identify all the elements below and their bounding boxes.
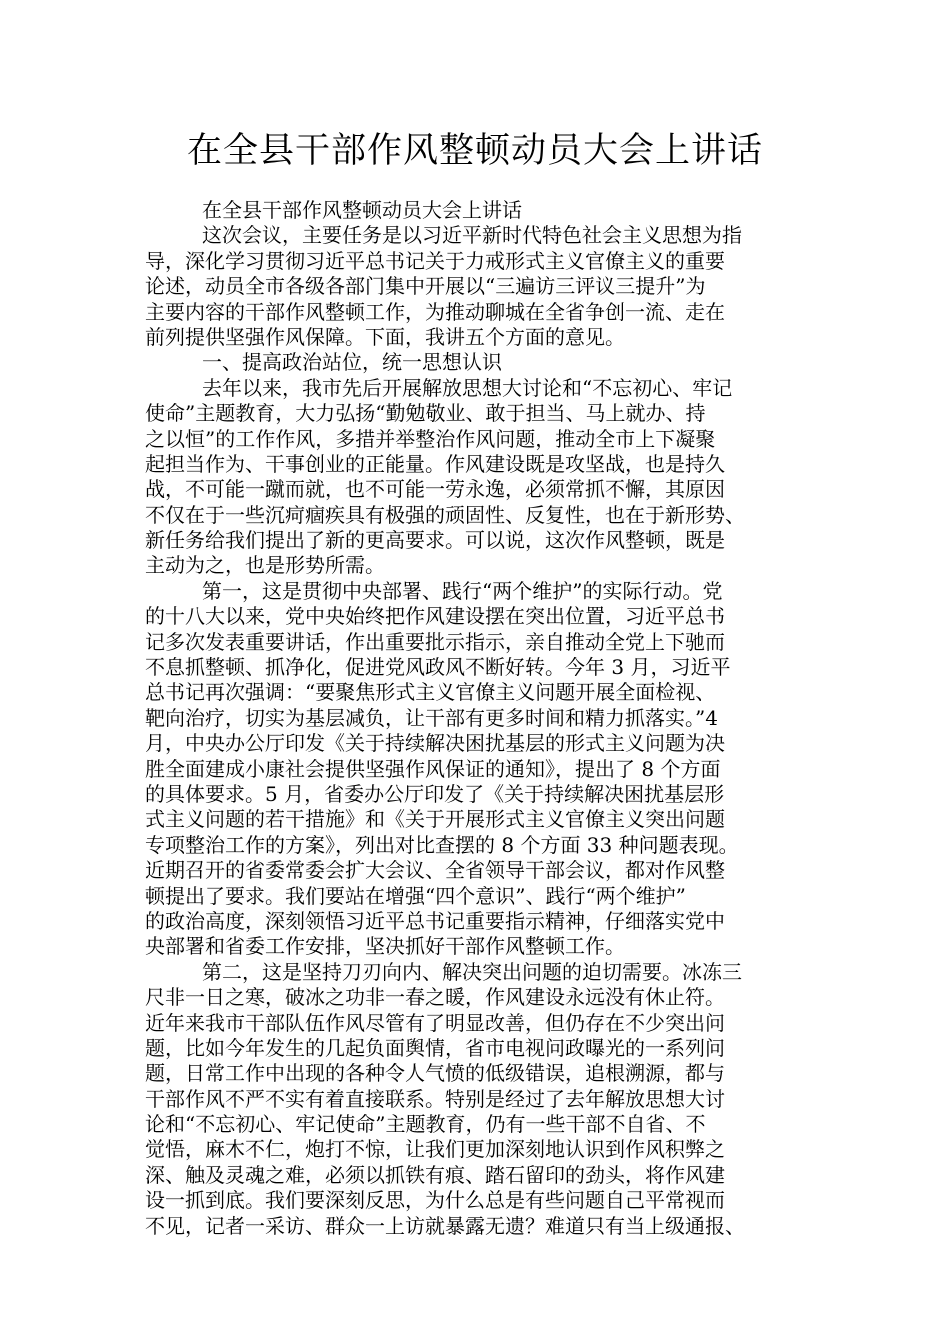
text-line: 记多次发表重要讲话，作出重要批示指示，亲自推动全党上下驰而 bbox=[145, 629, 725, 654]
text-line: 设一抓到底。我们要深刻反思，为什么总是有些问题自己平常视而 bbox=[145, 1188, 725, 1213]
document-title: 在全县干部作风整顿动员大会上讲话 bbox=[186, 131, 763, 171]
text-line: 之以恒”的工作作风，多措并举整治作风问题，推动全市上下凝聚 bbox=[145, 426, 716, 451]
text-line: 第二，这是坚持刀刃向内、解决突出问题的迫切需要。冰冻三 bbox=[202, 959, 742, 984]
text-line: 主动为之，也是形势所需。 bbox=[145, 553, 385, 578]
text-line: 题，比如今年发生的几起负面舆情，省市电视问政曝光的一系列问 bbox=[145, 1035, 725, 1060]
text-line: 在全县干部作风整顿动员大会上讲话 bbox=[202, 198, 522, 222]
text-line: 式主义问题的若干措施》和《关于开展形式主义官僚主义突出问题 bbox=[145, 807, 725, 832]
text-line: 不仅在于一些沉疴痼疾具有极强的顽固性、反复性，也在于新形势、 bbox=[145, 502, 745, 527]
text-line: 这次会议，主要任务是以习近平新时代特色社会主义思想为指 bbox=[202, 223, 742, 248]
document-body bbox=[145, 198, 825, 1239]
text-line: 央部署和省委工作安排，坚决抓好干部作风整顿工作。 bbox=[145, 934, 625, 959]
text-line: 新任务给我们提出了新的更高要求。可以说，这次作风整顿，既是 bbox=[145, 528, 725, 553]
text-line: 觉悟，麻木不仁，炮打不惊，让我们更加深刻地认识到作风积弊之 bbox=[145, 1137, 725, 1162]
text-line: 深、触及灵魂之难，必须以抓铁有痕、踏石留印的劲头，将作风建 bbox=[145, 1162, 725, 1187]
text-line: 不见，记者一采访、群众一上访就暴露无遗？难道只有当上级通报、 bbox=[145, 1213, 745, 1238]
text-line: 近期召开的省委常委会扩大会议、全省领导干部会议，都对作风整 bbox=[145, 858, 725, 883]
text-line: 去年以来，我市先后开展解放思想大讨论和“不忘初心、牢记 bbox=[202, 375, 733, 400]
text-line: 第一，这是贯彻中央部署、践行“两个维护”的实际行动。党 bbox=[202, 578, 723, 603]
text-line: 论和“不忘初心、牢记使命”主题教育，仍有一些干部不自省、不 bbox=[145, 1112, 706, 1137]
text-line: 胜全面建成小康社会提供坚强作风保证的通知》，提出了 8 个方面 bbox=[145, 756, 721, 781]
text-line: 总书记再次强调：“要聚焦形式主义官僚主义问题开展全面检视、 bbox=[145, 680, 716, 705]
text-line: 主要内容的干部作风整顿工作，为推动聊城在全省争创一流、走在 bbox=[145, 299, 725, 324]
text-line: 论述，动员全市各级各部门集中开展以“三遍访三评议三提升”为 bbox=[145, 274, 706, 299]
text-line: 起担当作为、干事创业的正能量。作风建设既是攻坚战，也是持久 bbox=[145, 451, 725, 476]
text-line: 的十八大以来，党中央始终把作风建设摆在突出位置，习近平总书 bbox=[145, 604, 725, 629]
text-line: 一、提高政治站位，统一思想认识 bbox=[202, 350, 502, 375]
text-line: 靶向治疗，切实为基层减负，让干部有更多时间和精力抓落实。”4 bbox=[145, 705, 718, 730]
text-line: 战，不可能一蹴而就，也不可能一劳永逸，必须常抓不懈，其原因 bbox=[145, 477, 725, 502]
text-line: 不息抓整顿、抓净化，促进党风政风不断好转。今年 3 月，习近平 bbox=[145, 655, 731, 680]
text-line: 干部作风不严不实有着直接联系。特别是经过了去年解放思想大讨 bbox=[145, 1086, 725, 1111]
text-line: 前列提供坚强作风保障。下面，我讲五个方面的意见。 bbox=[145, 324, 625, 349]
text-line: 的政治高度，深刻领悟习近平总书记重要指示精神，仔细落实党中 bbox=[145, 908, 725, 933]
text-line: 专项整治工作的方案》，列出对比查摆的 8 个方面 33 种问题表现。 bbox=[145, 832, 739, 857]
text-line: 使命”主题教育，大力弘扬“勤勉敬业、敢于担当、马上就办、持 bbox=[145, 401, 706, 426]
text-line: 题，日常工作中出现的各种令人气愤的低级错误，追根溯源，都与 bbox=[145, 1061, 725, 1086]
text-line: 尺非一日之寒，破冰之功非一春之暖，作风建设永远没有休止符。 bbox=[145, 985, 725, 1010]
text-line: 的具体要求。5 月，省委办公厅印发了《关于持续解决困扰基层形 bbox=[145, 781, 725, 806]
text-line: 顿提出了要求。我们要站在增强“四个意识”、践行“两个维护” bbox=[145, 883, 686, 908]
text-line: 导，深化学习贯彻习近平总书记关于力戒形式主义官僚主义的重要 bbox=[145, 248, 725, 273]
text-line: 近年来我市干部队伍作风尽管有了明显改善，但仍存在不少突出问 bbox=[145, 1010, 725, 1035]
text-line: 月，中央办公厅印发《关于持续解决困扰基层的形式主义问题为决 bbox=[145, 731, 725, 756]
